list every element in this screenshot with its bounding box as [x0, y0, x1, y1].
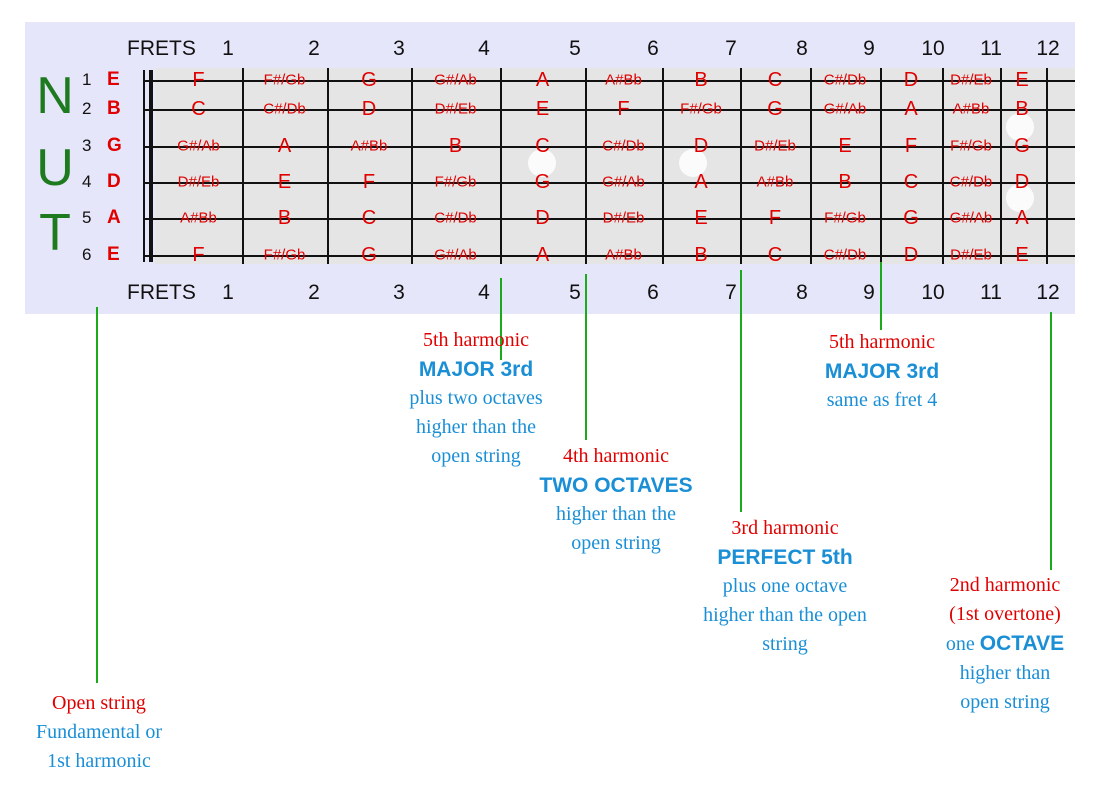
annotation-fret-7: [703, 514, 867, 659]
annotation-line: 3rd harmonic: [731, 517, 839, 539]
annotation-line: MAJOR 3rd: [824, 360, 940, 383]
string-number: 5: [82, 208, 92, 227]
fret-number-bottom: 8: [796, 281, 808, 304]
annotation-pointer-line: [880, 262, 882, 330]
note-label: D#/Eb: [754, 137, 796, 155]
annotation-fret-9: [825, 328, 939, 415]
note-label: F#/Gb: [680, 100, 722, 118]
note-label: G: [903, 207, 919, 229]
annotation-line: 5th harmonic: [422, 329, 530, 351]
note-label: C: [361, 207, 377, 229]
annotation-line: open string: [571, 532, 661, 554]
fret-number-bottom: 7: [725, 281, 737, 304]
note-label: E: [838, 135, 852, 157]
note-label: G: [361, 244, 377, 266]
note-label: D#/Eb: [434, 100, 477, 118]
string-name: D: [107, 171, 121, 192]
note-label: D#/Eb: [177, 173, 220, 191]
fret-wire: [327, 68, 329, 264]
annotation-pointer-line: [1050, 312, 1052, 570]
note-label: B: [277, 207, 292, 229]
fret-number-bottom: 12: [1036, 281, 1060, 304]
annotation-line: higher than: [959, 662, 1051, 684]
fret-wire: [1046, 68, 1048, 264]
annotation-line: open string: [960, 691, 1050, 713]
fret-wire: [411, 68, 413, 264]
string-number: 2: [82, 99, 92, 118]
annotation-line: Fundamental or: [35, 721, 163, 743]
annotation-line: MAJOR 3rd: [418, 358, 534, 381]
annotation-line: 4th harmonic: [562, 445, 670, 467]
annotation-line: higher than the: [556, 503, 676, 525]
note-label: G: [1014, 135, 1030, 157]
fret-number-bottom: 3: [393, 281, 405, 304]
fret-number-bottom: 2: [308, 281, 320, 304]
note-label: F: [768, 207, 782, 229]
note-label: D#/Eb: [950, 246, 992, 264]
note-label: D: [903, 69, 919, 91]
note-label: C#/Db: [823, 246, 867, 264]
nut-letter: N: [36, 67, 74, 125]
fret-number-top: 5: [569, 37, 581, 60]
fret-number-bottom: 10: [921, 281, 945, 304]
note-label: F: [904, 135, 918, 157]
fretboard: [155, 68, 1075, 264]
fret-number-top: 3: [393, 37, 405, 60]
note-label: E: [694, 207, 708, 229]
fret-number-top: 12: [1036, 37, 1060, 60]
note-label: F#/Gb: [263, 246, 306, 264]
note-label: D#/Eb: [602, 209, 645, 227]
fret-wire: [662, 68, 664, 264]
annotation-text: OCTAVE: [979, 632, 1065, 655]
note-label: C#/Db: [434, 209, 477, 227]
annotation-line: TWO OCTAVES: [539, 474, 693, 497]
note-label: A: [535, 244, 550, 266]
note-label: C: [191, 98, 206, 120]
annotation-line: [946, 629, 1064, 659]
note-label: D: [693, 135, 709, 157]
annotation-line: 2nd harmonic: [949, 574, 1061, 596]
note-label: D: [903, 244, 919, 266]
annotation-fret-4: [409, 326, 542, 471]
note-label: B: [448, 135, 463, 157]
annotation-line: PERFECT 5th: [717, 546, 853, 569]
annotation-fret-5: [539, 442, 692, 558]
note-label: E: [277, 171, 292, 193]
note-label: G: [767, 98, 783, 120]
note-label: D: [361, 98, 377, 120]
fret-number-top: 8: [796, 37, 808, 60]
fret-wire: [880, 68, 882, 264]
fret-number-top: 1: [222, 37, 234, 60]
fret-number-bottom: 6: [647, 281, 659, 304]
annotation-line: plus two octaves: [409, 387, 543, 409]
annotation-line: higher than the: [416, 416, 536, 438]
note-label: D#/Eb: [950, 71, 992, 89]
note-label: G#/Ab: [434, 71, 477, 89]
fret-number-top: 11: [980, 37, 1002, 60]
annotation-line: string: [762, 633, 808, 655]
annotation-open-string: [36, 689, 162, 776]
frets-label-top: FRETS: [127, 37, 196, 60]
string-name: B: [107, 98, 121, 119]
note-label: A#Bb: [180, 209, 217, 227]
note-label: B: [1015, 98, 1029, 120]
note-label: F#/Gb: [263, 71, 306, 89]
fret-wire: [585, 68, 587, 264]
note-label: F: [617, 98, 630, 120]
note-label: C: [535, 135, 550, 157]
fret-number-bottom: 4: [478, 281, 490, 304]
note-label: G: [534, 171, 551, 193]
note-label: C#/Db: [949, 173, 993, 191]
note-label: E: [1015, 244, 1029, 266]
string-name: E: [107, 69, 120, 90]
note-label: A: [1015, 207, 1029, 229]
note-label: D: [535, 207, 550, 229]
note-label: A: [277, 135, 292, 157]
annotation-pointer-line: [740, 270, 742, 512]
note-label: C: [903, 171, 919, 193]
annotation-line: higher than the open: [703, 604, 867, 626]
note-label: G#/Ab: [177, 137, 220, 155]
string-name: E: [107, 244, 120, 265]
nut-bar: [149, 70, 153, 262]
annotation-line: same as fret 4: [826, 389, 938, 411]
fret-number-bottom: 1: [222, 281, 234, 304]
annotation-line: Open string: [52, 692, 146, 714]
fret-number-top: 6: [647, 37, 659, 60]
note-label: B: [838, 171, 852, 193]
note-label: C#/Db: [823, 71, 867, 89]
note-label: A#Bb: [756, 173, 794, 191]
note-label: C: [767, 244, 783, 266]
note-label: A#Bb: [605, 71, 642, 89]
string-number: 4: [82, 172, 92, 191]
fret-number-bottom: 11: [980, 281, 1002, 304]
annotation-line: 1st harmonic: [47, 750, 151, 772]
nut-bar: [143, 70, 145, 262]
note-label: A: [904, 98, 918, 120]
fret-number-top: 9: [863, 37, 875, 60]
annotation-line: open string: [431, 445, 521, 467]
note-label: G#/Ab: [602, 173, 645, 191]
fret-number-top: 4: [478, 37, 490, 60]
note-label: C: [767, 69, 783, 91]
note-label: F#/Gb: [950, 137, 992, 155]
note-label: F#/Gb: [434, 173, 477, 191]
nut-letter: T: [39, 204, 71, 262]
string-name: A: [107, 207, 121, 228]
annotation-text: one: [945, 633, 975, 655]
fret-number-top: 2: [308, 37, 320, 60]
annotation-line: 5th harmonic: [828, 331, 936, 353]
note-label: A#Bb: [605, 246, 642, 264]
note-label: G: [361, 69, 377, 91]
note-label: A#Bb: [952, 100, 990, 118]
fret-wire: [740, 68, 742, 264]
note-label: A: [535, 69, 550, 91]
string-name: G: [107, 135, 122, 156]
fret-wire: [810, 68, 812, 264]
string-number: 3: [82, 136, 92, 155]
fret-number-bottom: 5: [569, 281, 581, 304]
frets-label-bottom: FRETS: [127, 281, 196, 304]
note-label: F: [192, 69, 205, 91]
note-label: G#/Ab: [949, 209, 993, 227]
note-label: F: [192, 244, 205, 266]
note-label: C#/Db: [263, 100, 306, 118]
note-label: D: [1014, 171, 1030, 193]
annotation-line: (1st overtone): [949, 603, 1061, 625]
fret-number-bottom: 9: [863, 281, 875, 304]
annotation-fret-12: [946, 571, 1064, 717]
note-label: B: [694, 69, 708, 91]
annotation-pointer-line: [96, 307, 98, 683]
fret-wire: [1000, 68, 1002, 264]
note-label: E: [1015, 69, 1029, 91]
note-label: F: [362, 171, 376, 193]
fret-wire: [942, 68, 944, 264]
nut-letter: U: [36, 139, 74, 197]
note-label: A: [694, 171, 708, 193]
note-label: G#/Ab: [434, 246, 477, 264]
note-label: F#/Gb: [824, 209, 866, 227]
note-label: B: [694, 244, 708, 266]
fret-wire: [500, 68, 502, 264]
note-label: C#/Db: [602, 137, 645, 155]
fret-wire: [242, 68, 244, 264]
annotation-pointer-line: [585, 274, 587, 440]
fret-number-top: 7: [725, 37, 737, 60]
string-number: 6: [82, 245, 92, 264]
fret-number-top: 10: [921, 37, 945, 60]
note-label: E: [535, 98, 550, 120]
annotation-line: plus one octave: [722, 575, 848, 597]
note-label: G#/Ab: [823, 100, 867, 118]
note-label: A#Bb: [350, 137, 388, 155]
string-number: 1: [82, 70, 92, 89]
